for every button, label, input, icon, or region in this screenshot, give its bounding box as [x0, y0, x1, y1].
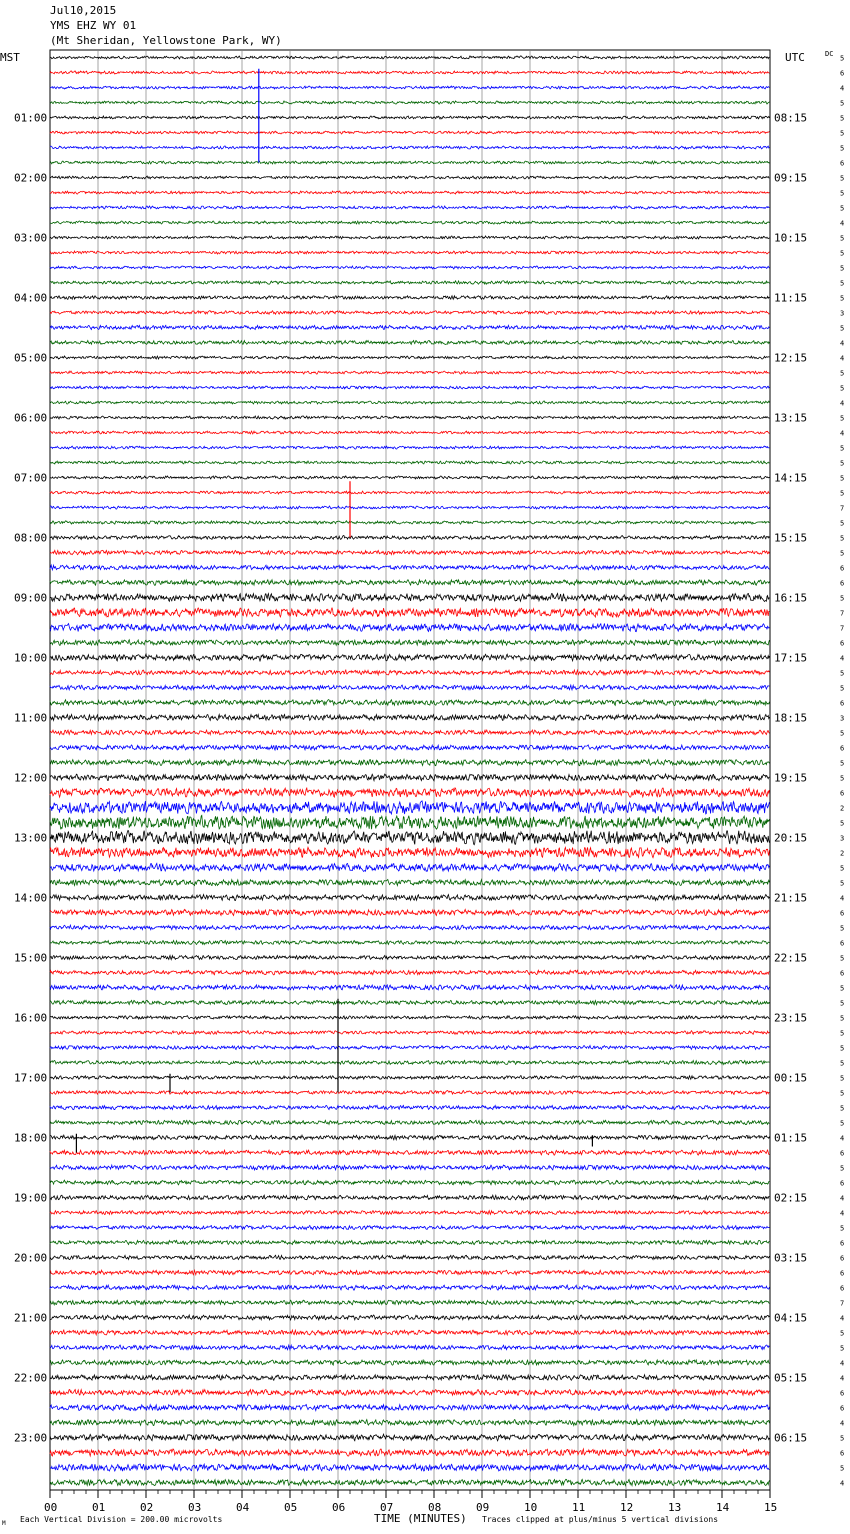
- seismic-trace: [50, 580, 769, 586]
- dc-offset-value: 5: [840, 234, 845, 243]
- seismic-trace: [50, 1479, 769, 1485]
- seismic-trace: [50, 431, 769, 434]
- right-hour-label: 20:15: [774, 831, 808, 845]
- seismic-trace: [50, 879, 769, 885]
- seismic-trace: [50, 1315, 769, 1320]
- left-timezone-label: MST: [0, 51, 20, 64]
- dc-offset-value: 4: [840, 1479, 845, 1488]
- seismic-trace: [50, 521, 769, 524]
- dc-offset-value: 5: [840, 1074, 845, 1083]
- seismic-trace: [50, 191, 769, 194]
- footer-scale-note: Each Vertical Division = 200.00 microvolts: [20, 1515, 223, 1524]
- seismic-trace: [50, 476, 769, 479]
- seismic-trace: [50, 940, 769, 944]
- right-hour-label: 21:15: [774, 891, 808, 905]
- left-hour-label: 02:00: [14, 171, 48, 185]
- dc-offset-value: 5: [840, 489, 845, 498]
- x-tick-label: 11: [572, 1501, 586, 1514]
- x-tick-label: 08: [428, 1501, 442, 1514]
- x-tick-label: 04: [236, 1501, 250, 1514]
- seismic-trace: [50, 1255, 769, 1259]
- left-hour-label: 14:00: [14, 891, 48, 905]
- left-hour-label: 20:00: [14, 1251, 48, 1265]
- right-hour-label: 09:15: [774, 171, 808, 185]
- dc-offset-value: 4: [840, 1134, 845, 1143]
- dc-offset-value: 5: [840, 924, 845, 933]
- dc-offset-value: 5: [840, 189, 845, 198]
- axis-labels: [14, 55, 844, 1515]
- seismic-trace: [50, 1031, 769, 1035]
- seismic-trace: [50, 863, 769, 871]
- seismic-trace: [50, 565, 769, 570]
- dc-offset-value: 4: [840, 84, 845, 93]
- seismic-trace: [50, 446, 769, 449]
- seismic-trace: [50, 101, 769, 104]
- dc-offset-value: 6: [840, 564, 845, 573]
- dc-offset-value: 5: [840, 369, 845, 378]
- seismic-trace: [50, 236, 769, 239]
- seismic-trace: [50, 1360, 769, 1365]
- dc-offset-value: 5: [840, 729, 845, 738]
- left-hour-label: 23:00: [14, 1431, 48, 1445]
- left-hour-label: 16:00: [14, 1011, 48, 1025]
- dc-offset-value: 6: [840, 639, 845, 648]
- seismic-trace: [50, 670, 769, 675]
- seismic-trace: [50, 1270, 769, 1275]
- seismic-trace: [50, 176, 769, 179]
- seismic-trace: [50, 325, 769, 329]
- seismic-trace: [50, 161, 769, 164]
- left-hour-label: 01:00: [14, 111, 48, 125]
- dc-offset-value: 5: [840, 1119, 845, 1128]
- seismic-trace: [50, 146, 769, 149]
- dc-offset-value: 5: [840, 459, 845, 468]
- seismic-trace: [50, 206, 769, 209]
- left-hour-label: 21:00: [14, 1311, 48, 1325]
- x-axis-title: TIME (MINUTES): [374, 1512, 467, 1525]
- right-hour-label: 22:15: [774, 951, 808, 965]
- seismic-trace: [50, 461, 769, 464]
- dc-offset-value: 7: [840, 1299, 845, 1308]
- seismic-trace: [50, 386, 769, 389]
- dc-offset-value: 6: [840, 939, 845, 948]
- right-hour-label: 04:15: [774, 1311, 808, 1325]
- dc-offset-value: 6: [840, 1284, 845, 1293]
- dc-offset-value: 5: [840, 204, 845, 213]
- left-hour-label: 05:00: [14, 351, 48, 365]
- seismic-trace: [50, 550, 769, 554]
- dc-offset-value: 5: [840, 984, 845, 993]
- dc-offset-value: 5: [840, 1104, 845, 1113]
- dc-offset-value: 5: [840, 1029, 845, 1038]
- seismic-trace: [50, 491, 769, 494]
- dc-offset-value: 4: [840, 1419, 845, 1428]
- left-hour-label: 19:00: [14, 1191, 48, 1205]
- plot-date: Jul10,2015: [50, 4, 117, 17]
- seismic-trace: [50, 1120, 769, 1124]
- seismic-trace: [50, 1345, 769, 1350]
- seismic-trace: [50, 356, 769, 359]
- dc-offset-value: 6: [840, 579, 845, 588]
- dc-offset-value: 4: [840, 1314, 845, 1323]
- x-tick-label: 09: [476, 1501, 490, 1514]
- x-tick-label: 12: [620, 1501, 634, 1514]
- dc-offset-value: 5: [840, 519, 845, 528]
- dc-offset-value: 3: [840, 834, 845, 843]
- right-hour-label: 13:15: [774, 411, 808, 425]
- seismic-trace: [50, 847, 769, 857]
- dc-offset-value: 6: [840, 1389, 845, 1398]
- dc-offset-value: 5: [840, 864, 845, 873]
- left-hour-label: 10:00: [14, 651, 48, 665]
- seismic-trace: [50, 1105, 769, 1109]
- dc-offset-value: 5: [840, 144, 845, 153]
- left-hour-label: 06:00: [14, 411, 48, 425]
- seismic-trace: [50, 955, 769, 959]
- dc-offset-value: 5: [840, 249, 845, 258]
- dc-offset-value: 5: [840, 384, 845, 393]
- left-hour-label: 08:00: [14, 531, 48, 545]
- right-hour-label: 12:15: [774, 351, 808, 365]
- dc-offset-value: 5: [840, 474, 845, 483]
- dc-offset-value: 5: [840, 324, 845, 333]
- station-location: (Mt Sheridan, Yellowstone Park, WY): [50, 34, 282, 47]
- seismic-trace: [50, 1180, 769, 1185]
- dc-offset-value: 4: [840, 894, 845, 903]
- seismic-trace: [50, 1464, 769, 1471]
- dc-offset-value: 6: [840, 1149, 845, 1158]
- seismic-trace: [50, 759, 769, 765]
- right-hour-label: 10:15: [774, 231, 808, 245]
- x-tick-label: 15: [764, 1501, 778, 1514]
- dc-offset-value: 4: [840, 399, 845, 408]
- dc-offset-value: 4: [840, 654, 845, 663]
- dc-offset-value: 4: [840, 339, 845, 348]
- dc-offset-value: 5: [840, 1344, 845, 1353]
- right-hour-label: 23:15: [774, 1011, 808, 1025]
- dc-offset-value: 6: [840, 1239, 845, 1248]
- seismic-trace: [50, 1285, 769, 1290]
- x-tick-label: 13: [668, 1501, 682, 1514]
- dc-offset-value: 5: [840, 774, 845, 783]
- seismic-trace: [50, 1135, 769, 1140]
- seismic-trace: [50, 1076, 769, 1080]
- dc-offset-value: 5: [840, 1059, 845, 1068]
- seismic-trace: [50, 1330, 769, 1335]
- dc-offset-value: 7: [840, 609, 845, 618]
- seismic-trace: [50, 593, 769, 601]
- x-tick-label: 01: [92, 1501, 106, 1514]
- seismic-trace: [50, 1375, 769, 1380]
- dc-offset-value: 5: [840, 954, 845, 963]
- seismic-trace: [50, 801, 769, 814]
- x-tick-label: 00: [44, 1501, 58, 1514]
- dc-offset-value: 4: [840, 1209, 845, 1218]
- dc-offset-value: 6: [840, 969, 845, 978]
- left-hour-label: 22:00: [14, 1371, 48, 1385]
- dc-offset-value: 5: [840, 1434, 845, 1443]
- dc-offset-value: 5: [840, 819, 845, 828]
- dc-offset-value: 3: [840, 714, 845, 723]
- x-tick-label: 03: [188, 1501, 202, 1514]
- seismic-trace: [50, 86, 769, 89]
- seismic-trace: [50, 1240, 769, 1244]
- right-hour-label: 03:15: [774, 1251, 808, 1265]
- dc-offset-value: 6: [840, 1254, 845, 1263]
- seismic-trace: [50, 56, 769, 59]
- x-tick-label: 02: [140, 1501, 154, 1514]
- seismic-trace: [50, 1195, 769, 1200]
- seismic-trace: [50, 1091, 769, 1095]
- left-hour-label: 17:00: [14, 1071, 48, 1085]
- left-hour-label: 03:00: [14, 231, 48, 245]
- seismic-trace: [50, 815, 769, 829]
- right-hour-label: 11:15: [774, 291, 808, 305]
- dc-offset-value: 5: [840, 684, 845, 693]
- seismic-trace: [50, 1434, 769, 1441]
- dc-offset-value: 6: [840, 699, 845, 708]
- dc-offset-value: 7: [840, 624, 845, 633]
- left-hour-label: 09:00: [14, 591, 48, 605]
- right-hour-label: 02:15: [774, 1191, 808, 1205]
- seismic-trace: [50, 1045, 769, 1049]
- seismic-trace: [50, 131, 769, 134]
- seismic-trace: [50, 1390, 769, 1396]
- dc-offset-value: 6: [840, 1449, 845, 1458]
- seismic-trace: [50, 1210, 769, 1214]
- dc-offset-value: 6: [840, 1179, 845, 1188]
- right-hour-label: 19:15: [774, 771, 808, 785]
- dc-offset-value: 6: [840, 789, 845, 798]
- seismic-trace: [50, 1300, 769, 1305]
- dc-offset-value: 5: [840, 174, 845, 183]
- seismic-trace: [50, 788, 769, 797]
- dc-offset-value: 5: [840, 759, 845, 768]
- seismic-trace: [50, 221, 769, 224]
- dc-offset-value: 5: [840, 294, 845, 303]
- dc-offset-value: 2: [840, 804, 845, 813]
- dc-offset-value: 5: [840, 669, 845, 678]
- seismic-trace: [50, 640, 769, 646]
- seismic-trace: [50, 251, 769, 254]
- dc-header-label: DC: [825, 50, 834, 58]
- right-hour-label: 18:15: [774, 711, 808, 725]
- left-hour-label: 18:00: [14, 1131, 48, 1145]
- left-hour-label: 11:00: [14, 711, 48, 725]
- dc-offset-value: 5: [840, 1329, 845, 1338]
- seismic-trace: [50, 654, 769, 661]
- seismic-trace: [50, 925, 769, 930]
- left-hour-label: 04:00: [14, 291, 48, 305]
- seismic-trace: [50, 700, 769, 706]
- seismic-trace: [50, 535, 769, 539]
- seismic-trace: [50, 1000, 769, 1004]
- seismic-trace: [50, 970, 769, 975]
- dc-offset-value: 3: [840, 309, 845, 318]
- seismic-trace: [50, 685, 769, 690]
- seismic-trace: [50, 1165, 769, 1170]
- dc-offset-value: 2: [840, 849, 845, 858]
- x-tick-label: 06: [332, 1501, 346, 1514]
- dc-offset-value: 5: [840, 1089, 845, 1098]
- seismic-trace: [50, 1420, 769, 1426]
- dc-offset-value: 5: [840, 879, 845, 888]
- seismic-trace: [50, 895, 769, 901]
- dc-offset-value: 5: [840, 414, 845, 423]
- footer-clip-note: Traces clipped at plus/minus 5 vertical divisions: [482, 1515, 719, 1524]
- seismic-trace: [50, 371, 769, 374]
- dc-offset-value: 5: [840, 54, 845, 63]
- dc-offset-value: 4: [840, 429, 845, 438]
- seismic-trace: [50, 1449, 769, 1456]
- seismic-trace: [50, 1404, 769, 1410]
- dc-offset-value: 6: [840, 159, 845, 168]
- right-hour-label: 06:15: [774, 1431, 808, 1445]
- dc-offset-value: 7: [840, 504, 845, 513]
- seismic-trace: [50, 401, 769, 404]
- dc-offset-value: 4: [840, 1359, 845, 1368]
- seismic-trace: [50, 1225, 769, 1229]
- dc-offset-value: 5: [840, 114, 845, 123]
- dc-offset-value: 5: [840, 129, 845, 138]
- dc-offset-value: 5: [840, 444, 845, 453]
- seismic-trace: [50, 340, 769, 344]
- station-code: YMS EHZ WY 01: [50, 19, 137, 32]
- seismic-trace: [50, 416, 769, 419]
- seismic-trace: [50, 830, 769, 844]
- seismic-trace: [50, 730, 769, 735]
- seismic-trace: [50, 1060, 769, 1064]
- x-tick-label: 07: [380, 1501, 394, 1514]
- right-hour-label: 05:15: [774, 1371, 808, 1385]
- seismic-trace: [50, 985, 769, 990]
- seismic-trace: [50, 608, 769, 617]
- seismic-trace: [50, 774, 769, 781]
- seismic-trace: [50, 296, 769, 300]
- dc-offset-value: 5: [840, 1464, 845, 1473]
- right-hour-label: 16:15: [774, 591, 808, 605]
- dc-offset-value: 5: [840, 999, 845, 1008]
- dc-offset-value: 5: [840, 99, 845, 108]
- dc-offset-value: 5: [840, 1044, 845, 1053]
- dc-offset-value: 4: [840, 354, 845, 363]
- seismic-trace: [50, 909, 769, 915]
- seismic-trace: [50, 714, 769, 720]
- seismic-trace: [50, 1016, 769, 1020]
- x-tick-label: 10: [524, 1501, 538, 1514]
- seismic-trace: [50, 311, 769, 315]
- dc-offset-value: 6: [840, 744, 845, 753]
- right-timezone-label: UTC: [785, 51, 805, 64]
- right-hour-label: 08:15: [774, 111, 808, 125]
- left-hour-label: 15:00: [14, 951, 48, 965]
- right-hour-label: 15:15: [774, 531, 808, 545]
- seismic-trace: [50, 71, 769, 74]
- right-hour-label: 14:15: [774, 471, 808, 485]
- dc-offset-value: 5: [840, 549, 845, 558]
- x-tick-label: 14: [716, 1501, 730, 1514]
- left-hour-label: 13:00: [14, 831, 48, 845]
- dc-offset-value: 5: [840, 534, 845, 543]
- seismic-trace: [50, 623, 769, 631]
- dc-offset-value: 6: [840, 1404, 845, 1413]
- dc-offset-value: 5: [840, 1224, 845, 1233]
- dc-offset-value: 6: [840, 1269, 845, 1278]
- x-tick-label: 05: [284, 1501, 298, 1514]
- right-hour-label: 00:15: [774, 1071, 808, 1085]
- trace-group: [50, 56, 769, 1486]
- seismic-trace: [50, 116, 769, 119]
- dc-offset-value: 4: [840, 219, 845, 228]
- dc-offset-value: 5: [840, 1164, 845, 1173]
- dc-offset-value: 4: [840, 1374, 845, 1383]
- dc-offset-value: 4: [840, 1194, 845, 1203]
- seismic-trace: [50, 745, 769, 750]
- seismic-trace: [50, 1150, 769, 1155]
- seismic-trace: [50, 281, 769, 284]
- dc-offset-value: 5: [840, 1014, 845, 1023]
- dc-offset-value: 6: [840, 69, 845, 78]
- left-hour-label: 12:00: [14, 771, 48, 785]
- right-hour-label: 17:15: [774, 651, 808, 665]
- seismic-trace: [50, 266, 769, 269]
- dc-offset-value: 5: [840, 594, 845, 603]
- dc-offset-value: 5: [840, 264, 845, 273]
- right-hour-label: 01:15: [774, 1131, 808, 1145]
- seismic-trace: [50, 506, 769, 509]
- dc-offset-value: 6: [840, 909, 845, 918]
- left-hour-label: 07:00: [14, 471, 48, 485]
- footer-logo-mark: M: [2, 1520, 6, 1527]
- dc-offset-value: 5: [840, 279, 845, 288]
